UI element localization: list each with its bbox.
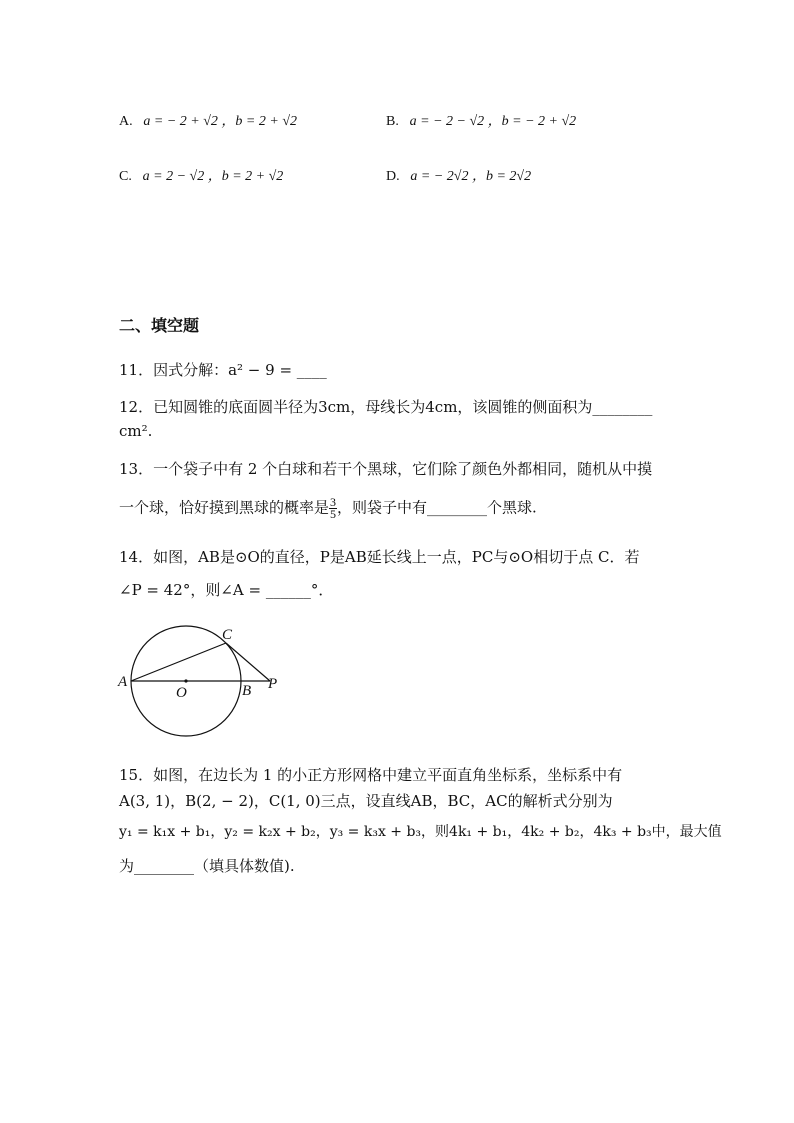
option-c-formula: a = 2 − √2 ，b = 2 + √2 <box>142 169 284 184</box>
question-15-line3: y₁ = k₁x + b₁，y₂ = k₂x + b₂，y₃ = k₃x + b₃，则4k₁ + b₁，4k₂ + b₂，4k₃ + b₃中，最大值 <box>119 824 722 840</box>
question-14-line1: 14．如图，AB是⊙O的直径，P是AB延长线上一点，PC与⊙O相切于点 C．若 <box>119 548 640 566</box>
chord-ac <box>131 643 226 681</box>
label-a: A <box>118 674 128 690</box>
question-15-line4: 为________（填具体数值). <box>119 857 295 875</box>
option-a-label: A. <box>119 114 133 129</box>
circle-tangent-figure <box>112 615 292 745</box>
question-15-line1: 15．如图，在边长为 1 的小正方形网格中建立平面直角坐标系，坐标系中有 <box>119 766 623 784</box>
option-d-label: D. <box>386 169 400 184</box>
question-13-line2 <box>119 497 537 520</box>
question-14-line2: ∠P = 42°，则∠A = ______°． <box>119 581 334 599</box>
question-12-line1: 12．已知圆锥的底面圆半径为3cm，母线长为4cm，该圆锥的侧面积为________ <box>119 398 653 416</box>
label-b: B <box>242 683 252 699</box>
question-12-line2: cm². <box>119 422 153 440</box>
option-b <box>386 110 576 132</box>
section-title: 二、填空题 <box>119 316 200 335</box>
center-dot <box>184 679 187 682</box>
option-d-formula: a = − 2√2 ，b = 2√2 <box>410 169 532 184</box>
label-c: C <box>222 627 233 643</box>
option-d <box>386 165 531 187</box>
tangent-pc <box>226 643 270 681</box>
option-b-formula: a = − 2 − √2 ，b = − 2 + √2 <box>409 114 577 129</box>
option-a-formula: a = − 2 + √2 ，b = 2 + √2 <box>143 114 298 129</box>
question-11: 11．因式分解：a² − 9 = ____ <box>119 361 327 379</box>
probability-fraction <box>329 497 337 520</box>
fraction-denominator: 5 <box>330 507 337 521</box>
option-c <box>119 165 283 187</box>
question-13-line2a: 一个球，恰好摸到黑球的概率是 <box>119 498 330 517</box>
question-13-line1: 13．一个袋子中有 2 个白球和若干个黑球，它们除了颜色外都相同，随机从中摸 <box>119 460 653 478</box>
label-o: O <box>176 685 187 701</box>
question-15-line2: A(3, 1)，B(2, − 2)，C(1, 0)三点，设直线AB，BC，AC的解析式分别为 <box>119 792 613 810</box>
question-13-line2b: ，则袋子中有________个黑球. <box>337 498 537 517</box>
option-a <box>119 110 297 132</box>
option-c-label: C. <box>119 169 132 184</box>
fraction-numerator: 3 <box>330 495 337 509</box>
label-p: P <box>268 676 278 692</box>
option-b-label: B. <box>386 114 399 129</box>
